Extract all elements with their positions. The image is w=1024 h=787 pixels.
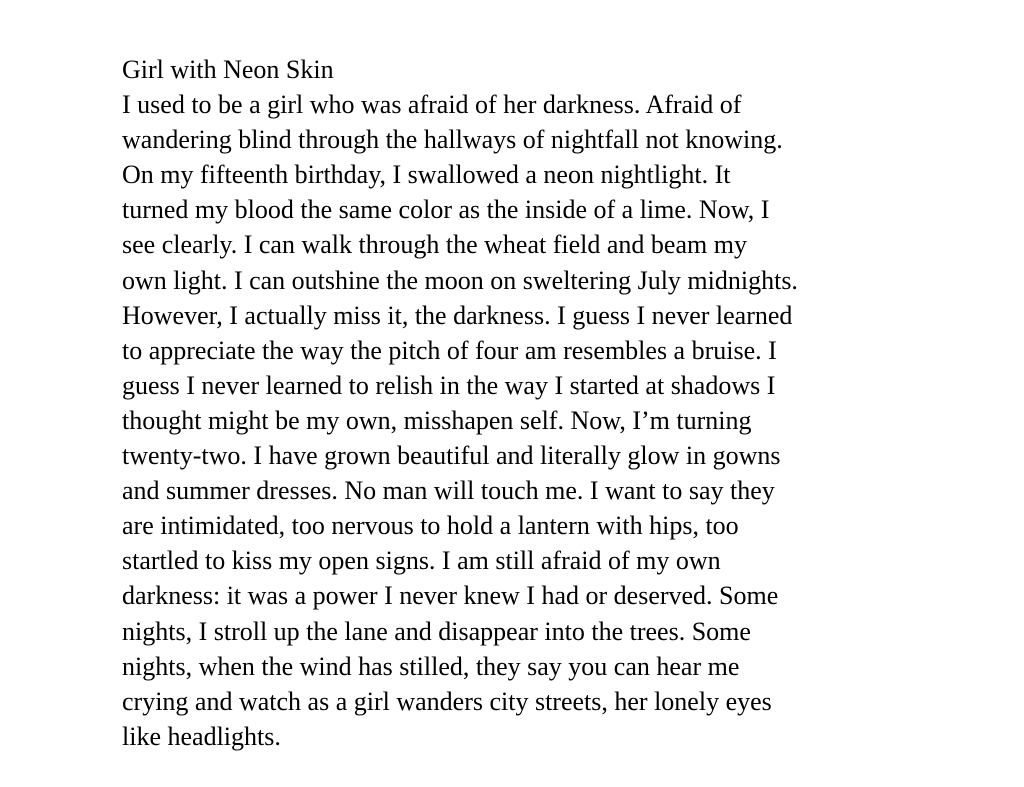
poem-line: are intimidated, too nervous to hold a lantern with hips, too (122, 511, 739, 541)
poem-line: and summer dresses. No man will touch me. I want to say they (122, 476, 775, 506)
poem-line: wandering blind through the hallways of nightfall not knowing. (122, 125, 783, 155)
poem-line: like headlights. (122, 721, 281, 751)
poem-line: crying and watch as a girl wanders city streets, her lonely eyes (122, 686, 772, 716)
document-title: Girl with Neon Skin (122, 55, 334, 84)
poem-line: guess I never learned to relish in the way I started at shadows I (122, 370, 776, 400)
poem-line: see clearly. I can walk through the wheat field and beam my (122, 230, 747, 260)
poem-line: However, I actually miss it, the darkness. I guess I never learned (122, 300, 793, 330)
poem-body (122, 87, 922, 754)
poem-line: twenty-two. I have grown beautiful and literally glow in gowns (122, 441, 781, 471)
poem-line: On my fifteenth birthday, I swallowed a neon nightlight. It (122, 160, 731, 190)
poem-line: darkness: it was a power I never knew I had or deserved. Some (122, 581, 779, 611)
poem-line: nights, when the wind has stilled, they say you can hear me (122, 651, 740, 681)
poem-line: startled to kiss my open signs. I am still afraid of my own (122, 546, 721, 576)
poem-line: I used to be a girl who was afraid of her darkness. Afraid of (122, 90, 742, 120)
poem-line: turned my blood the same color as the inside of a lime. Now, I (122, 195, 770, 225)
poem-line: nights, I stroll up the lane and disappear into the trees. Some (122, 616, 751, 646)
poem-line: thought might be my own, misshapen self. Now, I’m turning (122, 405, 752, 435)
poem-line: to appreciate the way the pitch of four am resembles a bruise. I (122, 335, 777, 365)
document-page (122, 52, 922, 754)
poem-line: own light. I can outshine the moon on sweltering July midnights. (122, 265, 798, 295)
